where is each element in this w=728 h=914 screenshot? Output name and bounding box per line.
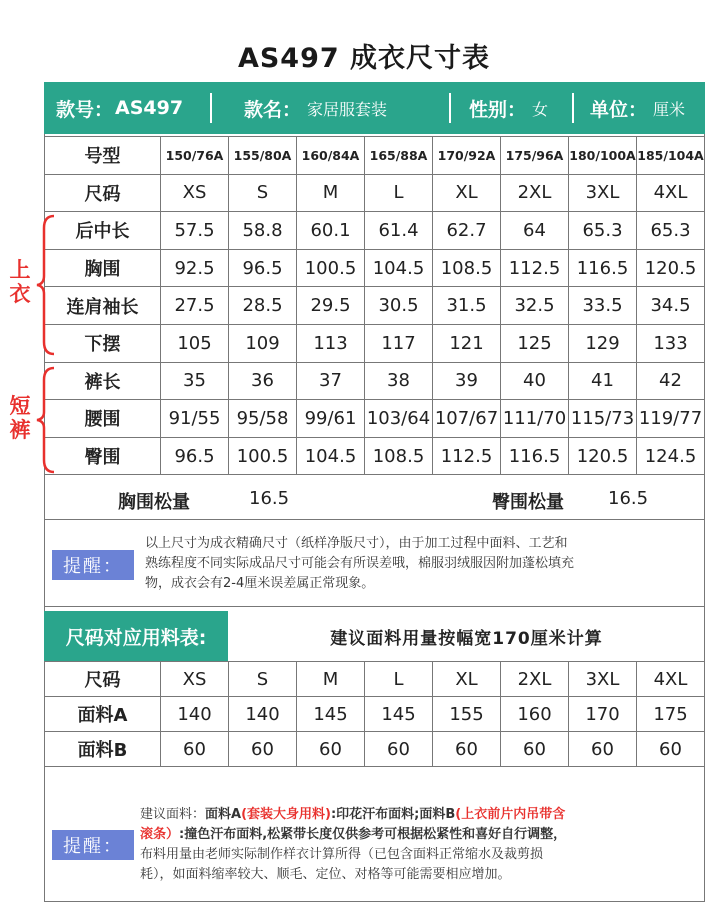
measurement-cell: 103/64: [365, 400, 433, 438]
measurement-cell: 100.5: [297, 249, 365, 287]
table-row: [45, 362, 705, 400]
measurement-cell: 42: [637, 362, 705, 400]
info-separator: [572, 93, 574, 123]
size-cell: 3XL: [569, 662, 637, 697]
measurement-cell: 111/70: [501, 400, 569, 438]
notice-text-part: :撞色汗布面料,松紧带长度仅供参考可根据松紧性和喜好自行调整，: [179, 827, 567, 842]
size-code-cell: 165/88A: [365, 137, 433, 175]
size-code-row: [45, 137, 705, 175]
measurement-cell: 113: [297, 324, 365, 362]
size-code-cell: 170/92A: [433, 137, 501, 175]
top-group-bracket: [34, 214, 56, 356]
measurement-cell: 133: [637, 324, 705, 362]
size-table: [44, 136, 705, 475]
shorts-group-label: [8, 394, 32, 442]
measurement-cell: 36: [229, 362, 297, 400]
size-cell: M: [297, 662, 365, 697]
top-group-char: 上: [9, 258, 31, 282]
table-row: [45, 212, 705, 250]
measurement-cell: 29.5: [297, 287, 365, 325]
measurement-cell: 91/55: [161, 400, 229, 438]
info-separator: [210, 93, 212, 123]
measurement-cell: 39: [433, 362, 501, 400]
measurement-cell: 58.8: [229, 212, 297, 250]
measurement-cell: 30.5: [365, 287, 433, 325]
notice-highlight: (套装大身用料): [241, 807, 331, 822]
measurement-cell: 104.5: [365, 249, 433, 287]
fabric-amount-cell: 60: [433, 732, 501, 767]
row-label: 下摆: [45, 324, 161, 362]
size-cell: XL: [433, 662, 501, 697]
measurement-cell: 120.5: [569, 437, 637, 475]
measurement-cell: 62.7: [433, 212, 501, 250]
unit-field: [590, 82, 685, 134]
measurement-cell: 60.1: [297, 212, 365, 250]
fabric-amount-cell: 140: [161, 697, 229, 732]
measurement-cell: 107/67: [433, 400, 501, 438]
measurement-cell: 37: [297, 362, 365, 400]
fabric-amount-cell: 60: [161, 732, 229, 767]
fabric-amount-cell: 60: [569, 732, 637, 767]
size-cell: M: [297, 174, 365, 212]
measurement-cell: 108.5: [433, 249, 501, 287]
table-row: [45, 697, 705, 732]
ease-row: [44, 476, 705, 520]
measurement-cell: 65.3: [569, 212, 637, 250]
gender-field: [469, 82, 548, 134]
measurement-cell: 129: [569, 324, 637, 362]
row-label: 胸围: [45, 249, 161, 287]
measurement-cell: 27.5: [161, 287, 229, 325]
shorts-group-char: 短: [9, 394, 31, 418]
notice-text-part: :印花汗布面料;面料B: [330, 807, 456, 822]
style-name-label: 款名：: [244, 98, 302, 121]
row-label: 裤长: [45, 362, 161, 400]
measurement-cell: 121: [433, 324, 501, 362]
notice-badge: 提醒：: [52, 830, 134, 860]
info-bar: [44, 82, 705, 134]
fabric-section-subtitle: 建议面料用量按幅宽170厘米计算: [330, 628, 603, 649]
measurement-cell: 115/73: [569, 400, 637, 438]
hip-ease-value: 16.5: [608, 488, 649, 509]
measurement-cell: 125: [501, 324, 569, 362]
measurement-cell: 92.5: [161, 249, 229, 287]
fabric-amount-cell: 60: [501, 732, 569, 767]
top-group-char: 衣: [9, 282, 31, 306]
fabric-amount-cell: 60: [297, 732, 365, 767]
measurement-cell: 108.5: [365, 437, 433, 475]
measurement-cell: 35: [161, 362, 229, 400]
measurement-cell: 116.5: [569, 249, 637, 287]
measurement-cell: 105: [161, 324, 229, 362]
table-row: [45, 400, 705, 438]
fabric-amount-cell: 60: [229, 732, 297, 767]
table-row: [45, 287, 705, 325]
size-cell: S: [229, 662, 297, 697]
measurement-cell: 38: [365, 362, 433, 400]
style-no-label: 款号：: [56, 98, 114, 121]
size-code-cell: 175/96A: [501, 137, 569, 175]
size-cell: 4XL: [637, 174, 705, 212]
unit-value: 厘米: [653, 99, 686, 119]
size-cell: L: [365, 662, 433, 697]
notice-line: 以上尺寸为成衣精确尺寸（纸样净版尺寸），由于加工过程中面料、工艺和: [145, 536, 568, 551]
measurement-cell: 112.5: [433, 437, 501, 475]
fabric-amount-cell: 145: [297, 697, 365, 732]
measurement-cell: 96.5: [229, 249, 297, 287]
size-cell: 2XL: [501, 174, 569, 212]
measurement-cell: 117: [365, 324, 433, 362]
row-label: 腰围: [45, 400, 161, 438]
shorts-group-bracket: [34, 366, 56, 474]
table-row: [45, 437, 705, 475]
size-row: [45, 174, 705, 212]
fabric-amount-cell: 155: [433, 697, 501, 732]
fabric-notice-text: [140, 805, 702, 885]
fabric-amount-cell: 175: [637, 697, 705, 732]
measurement-cell: 31.5: [433, 287, 501, 325]
measurement-cell: 40: [501, 362, 569, 400]
chest-ease-label: 胸围松量: [118, 492, 190, 513]
table-row: [45, 324, 705, 362]
fabric-amount-cell: 160: [501, 697, 569, 732]
measurement-cell: 32.5: [501, 287, 569, 325]
style-no-field: [56, 82, 183, 134]
notice-highlight: (上衣前片内吊带含: [455, 807, 566, 822]
measurement-cell: 33.5: [569, 287, 637, 325]
notice-line: 物，成衣会有2-4厘米误差属正常现象。: [145, 576, 375, 591]
measurement-cell: 119/77: [637, 400, 705, 438]
style-name-value: 家居服套装: [307, 99, 388, 119]
fabric-size-row: [45, 662, 705, 697]
size-cell: XS: [161, 174, 229, 212]
notice-text-part: 建议面料：: [140, 807, 206, 822]
fabric-section-title: 尺码对应用料表:: [44, 611, 228, 661]
fabric-amount-cell: 170: [569, 697, 637, 732]
notice-text-part: 面料A: [205, 807, 242, 822]
fabric-table: [44, 661, 705, 767]
size-cell: 2XL: [501, 662, 569, 697]
measurement-cell: 116.5: [501, 437, 569, 475]
size-code-cell: 155/80A: [229, 137, 297, 175]
measurement-cell: 104.5: [297, 437, 365, 475]
section-divider: [44, 606, 705, 607]
size-code-cell: 150/76A: [161, 137, 229, 175]
shorts-group-char: 裤: [9, 418, 31, 442]
measurement-cell: 65.3: [637, 212, 705, 250]
hip-ease-label: 臀围松量: [492, 492, 564, 513]
measurement-cell: 124.5: [637, 437, 705, 475]
row-label: 号型: [45, 137, 161, 175]
chest-ease-value: 16.5: [249, 488, 290, 509]
measurement-cell: 34.5: [637, 287, 705, 325]
style-name-field: [244, 82, 387, 134]
notice-line: 布料用量由老师实际制作样衣计算所得（已包含面料正常缩水及裁剪损: [140, 847, 544, 862]
page-title: AS497 成衣尺寸表: [237, 43, 491, 74]
measurement-cell: 28.5: [229, 287, 297, 325]
notice-highlight: 滚条）: [140, 827, 180, 842]
notice-badge: 提醒：: [52, 550, 134, 580]
table-row: [45, 249, 705, 287]
notice-text: [145, 534, 701, 594]
size-cell: 4XL: [637, 662, 705, 697]
measurement-cell: 109: [229, 324, 297, 362]
notice-line: [140, 825, 702, 845]
gender-value: 女: [532, 99, 549, 119]
unit-label: 单位：: [590, 98, 648, 121]
row-label: 臀围: [45, 437, 161, 475]
size-cell: XS: [161, 662, 229, 697]
measurement-cell: 99/61: [297, 400, 365, 438]
measurement-cell: 112.5: [501, 249, 569, 287]
style-no-value: AS497: [115, 97, 184, 119]
notice-line: 熟练程度不同实际成品尺寸可能会有所误差哦，棉服羽绒服因附加蓬松填充: [145, 556, 575, 571]
fabric-amount-cell: 60: [637, 732, 705, 767]
gender-label: 性别：: [469, 98, 527, 121]
row-label: 面料B: [45, 732, 161, 767]
measurement-cell: 95/58: [229, 400, 297, 438]
measurement-cell: 120.5: [637, 249, 705, 287]
row-label: 连肩袖长: [45, 287, 161, 325]
measurement-cell: 64: [501, 212, 569, 250]
table-row: [45, 732, 705, 767]
size-cell: L: [365, 174, 433, 212]
size-code-cell: 180/100A: [569, 137, 637, 175]
size-code-cell: 160/84A: [297, 137, 365, 175]
size-cell: S: [229, 174, 297, 212]
fabric-amount-cell: 145: [365, 697, 433, 732]
row-label: 面料A: [45, 697, 161, 732]
size-cell: 3XL: [569, 174, 637, 212]
measurement-cell: 57.5: [161, 212, 229, 250]
size-cell: XL: [433, 174, 501, 212]
measurement-cell: 61.4: [365, 212, 433, 250]
notice-line: [140, 805, 702, 825]
size-code-cell: 185/104A: [637, 137, 705, 175]
fabric-amount-cell: 60: [365, 732, 433, 767]
notice-line: 耗），如面料缩率较大、顺毛、定位、对格等可能需要相应增加。: [140, 867, 511, 882]
top-group-label: [8, 258, 32, 306]
row-label: 尺码: [45, 174, 161, 212]
measurement-cell: 100.5: [229, 437, 297, 475]
measurement-cell: 41: [569, 362, 637, 400]
info-separator: [449, 93, 451, 123]
measurement-cell: 96.5: [161, 437, 229, 475]
fabric-amount-cell: 140: [229, 697, 297, 732]
row-label: 尺码: [45, 662, 161, 697]
row-label: 后中长: [45, 212, 161, 250]
